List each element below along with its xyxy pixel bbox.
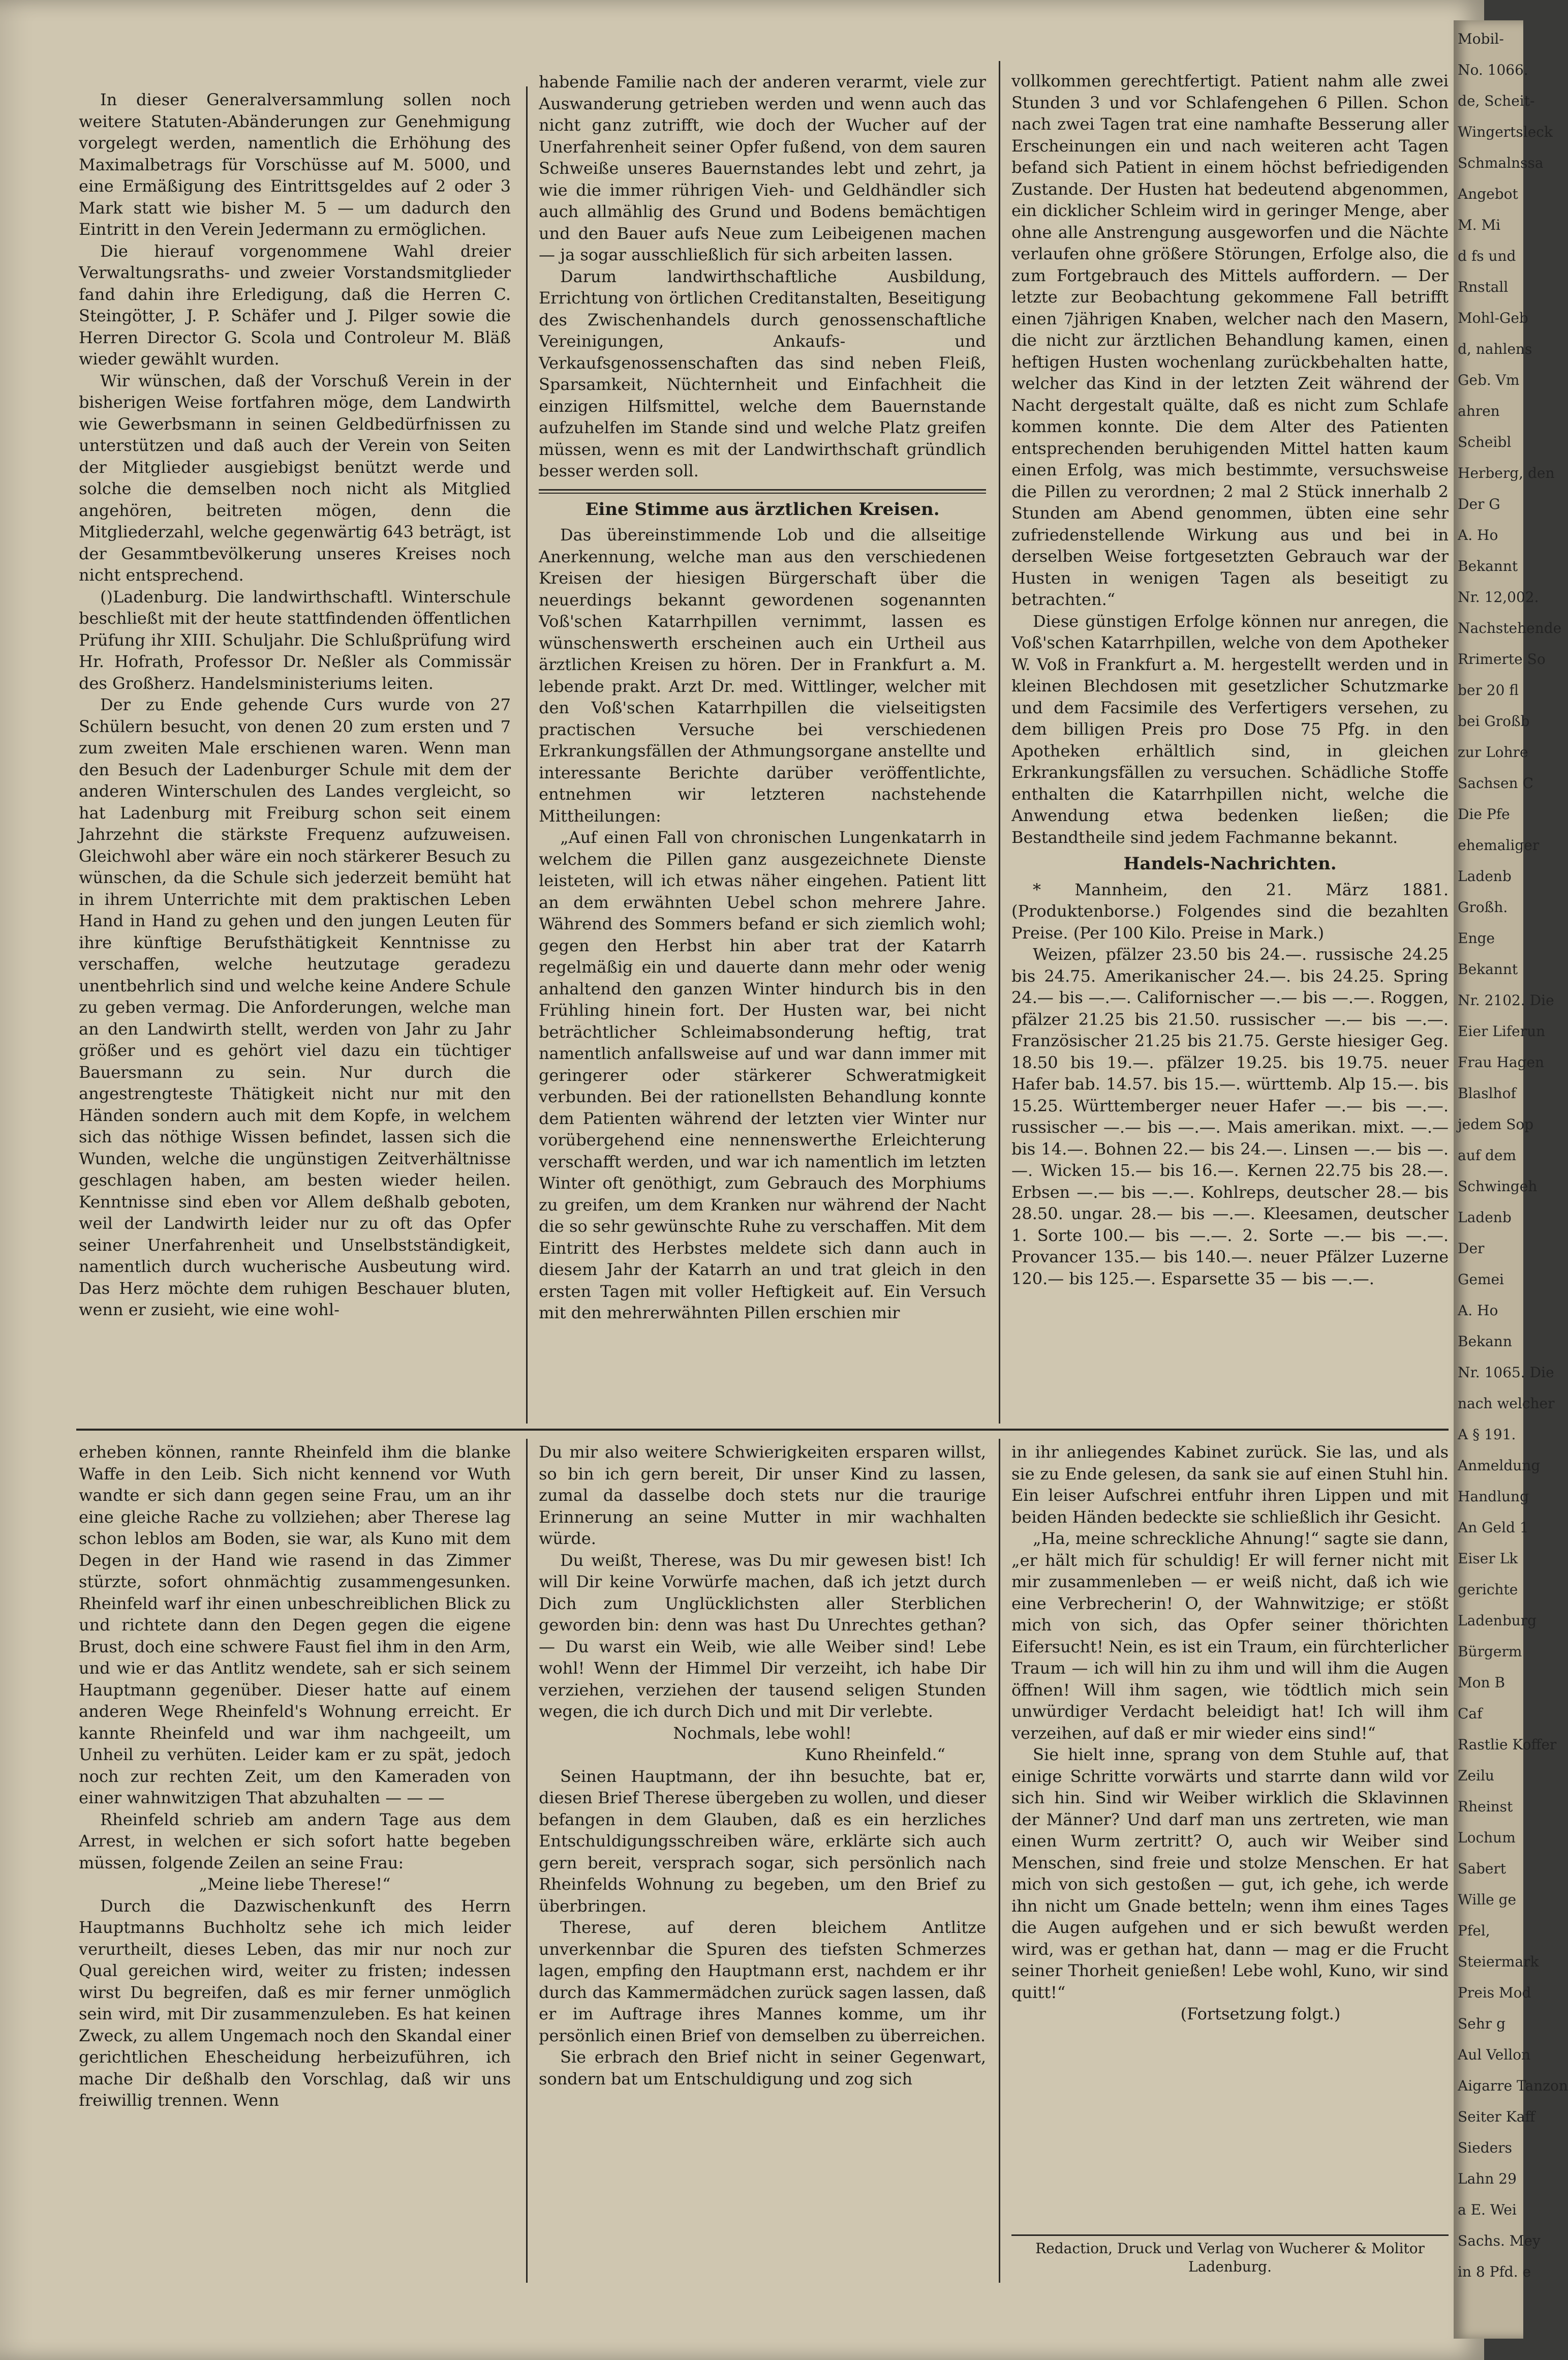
top-column-3 xyxy=(1011,70,1449,1289)
paragraph: Wir wünschen, daß der Vorschuß Verein in der bisherigen Weise fortfahren möge, dem Landwirth wie Gewerbsmann in seinen Geldbedürfnissen zu unterstützen und daß auch der Verein von Seiten der Mitglieder ausgiebigst benützt werde und solche die demselben noch nicht als Mitglied angehören, beitreten mögen, denn die Mitgliederzahl, welche gegenwärtig 643 beträgt, ist der Gesammtbevölkerung unseres Kreises noch nicht entsprechend. xyxy=(79,371,511,585)
paragraph: Das übereinstimmende Lob und die allseitige Anerkennung, welche man aus den verschiedenen Kreisen der hiesigen Bürgerschaft über die neuerdings bekannt gewordenen sogenannten Voß'schen Katarrhpillen vernimmt, lassen es wünschenswerth erscheinen auch ein Urtheil aus ärztlichen Kreisen zu hören. Der in Frankfurt a. M. lebende prakt. Arzt Dr. med. Wittlinger, welcher mit den Voß'schen Katarrhpillen die vielseitigsten practischen Versuche bei verschiedenen Erkrankungsfällen der Athmungsorgane anstellte und interessante Berichte darüber veröffentlichte, entnehmen wir letzteren nachstehende Mittheilungen: xyxy=(539,525,986,826)
adjacent-page-fragment: Mon B xyxy=(1458,1674,1505,1691)
paragraph: in ihr anliegendes Kabinet zurück. Sie las, und als sie zu Ende gelesen, da sank sie auf einen Stuhl hin. Ein leiser Aufschrei entfuhr ihren Lippen und mit beiden Händen bedeckte sie schließlich ihr Gesicht. xyxy=(1011,1442,1449,1527)
adjacent-page-fragment: Der G xyxy=(1458,496,1500,512)
adjacent-page-fragment: Ladenb xyxy=(1458,868,1512,885)
paragraph: Darum landwirthschaftliche Ausbildung, Errichtung von örtlichen Creditanstalten, Beseitigung des Zwischenhandels durch genossenschaftliche Vereinigungen, Ankaufs- und Verkaufsgenossenschaften das sind neben Fleiß, Sparsamkeit, Nüchternheit und Einfachheit die einzigen Hilfsmittel, welche dem Bauernstande aufzuhelfen im Stande sind und welche Platz greifen müssen, wenn es mit der Landwirthschaft gründlich besser werden soll. xyxy=(539,266,986,480)
adjacent-page-fragment: Wille ge xyxy=(1458,1891,1517,1908)
adjacent-page-fragment: Enge xyxy=(1458,930,1495,947)
adjacent-page-fragment: a E. Wei xyxy=(1458,2201,1517,2218)
adjacent-page-fragment: Rnstall xyxy=(1458,279,1509,295)
adjacent-page-fragment: Caf xyxy=(1458,1705,1483,1722)
adjacent-page-fragment: Eiser Lk xyxy=(1458,1550,1518,1567)
adjacent-page-fragment: Sachsen C xyxy=(1458,775,1533,792)
column-rule xyxy=(526,86,528,1424)
top-column-2 xyxy=(539,71,986,1324)
adjacent-page-fragment: Geb. Vm xyxy=(1458,372,1520,388)
adjacent-page-fragment: Frau Hagen xyxy=(1458,1054,1545,1071)
imprint-place: Ladenburg. xyxy=(1188,2258,1272,2275)
adjacent-page-fragment: bei Großb xyxy=(1458,713,1530,730)
bottom-column-3 xyxy=(1011,1441,1449,2025)
adjacent-page-fragment: d fs und xyxy=(1458,248,1516,264)
adjacent-page-fragment: A § 191. xyxy=(1458,1426,1516,1443)
adjacent-page-fragment: Sachs. Mey xyxy=(1458,2232,1541,2249)
column-rule xyxy=(999,1439,1000,2283)
paragraph: Durch die Dazwischenkunft des Herrn Hauptmanns Buchholtz sehe ich mich leider verurtheilt, dieses Leben, das mir nur noch zur Qual gereichen wird, weiter zu fristen; indessen wirst Du begreifen, daß es mir ferner unmöglich sein wird, mit Dir zusammenzuleben. Es hat keinen Zweck, zu allem Ungemach noch den Skandal einer gerichtlichen Ehescheidung herbeizuführen, ich mache Dir deßhalb den Vorschlag, daß wir uns freiwillig trennen. Wenn xyxy=(79,1896,511,2110)
imprint-publisher: Redaction, Druck und Verlag von Wucherer & Molitor xyxy=(1035,2240,1425,2257)
adjacent-page-fragment: zur Lohre xyxy=(1458,744,1528,761)
paragraph: ()Ladenburg. Die landwirthschaftl. Winterschule beschließt mit der heute stattfindenden öffentlichen Prüfung ihr XIII. Schuljahr. Die Schlußprüfung wird Hr. Hofrath, Professor Dr. Neßler als Commissär des Großherz. Handelsministeriums leiten. xyxy=(79,587,511,693)
column-rule xyxy=(999,61,1000,1424)
adjacent-page-fragment: Ladenburg xyxy=(1458,1612,1537,1629)
adjacent-page-fragment: Mobil- xyxy=(1458,31,1504,47)
adjacent-page-fragment: Mohl-Geb xyxy=(1458,310,1528,326)
adjacent-page-fragment: A. Ho xyxy=(1458,527,1498,543)
adjacent-page-fragment: Seiter Kaff xyxy=(1458,2108,1535,2125)
adjacent-page-fragment: Steiermark xyxy=(1458,1953,1539,1970)
adjacent-page-fragment: Zeilu xyxy=(1458,1767,1494,1784)
article-heading: Eine Stimme aus ärztlichen Kreisen. xyxy=(585,499,940,520)
adjacent-page-fragment: Herberg, den xyxy=(1458,465,1555,481)
top-column-1 xyxy=(79,89,511,1321)
adjacent-page-fragment: Großh. xyxy=(1458,899,1508,916)
adjacent-page-fragment: A. Ho xyxy=(1458,1302,1498,1319)
continuation-note: (Fortsetzung folgt.) xyxy=(1180,2004,1341,2023)
adjacent-page-fragment: ahren xyxy=(1458,403,1500,419)
adjacent-page-fragment: Preis Mod xyxy=(1458,1984,1531,2001)
column-rule xyxy=(526,1439,528,2283)
adjacent-page-fragment: ehemaliger xyxy=(1458,837,1540,854)
adjacent-page-fragment: d, nahlens xyxy=(1458,341,1532,357)
paragraph: Sie hielt inne, sprang von dem Stuhle auf, that einige Schritte vorwärts und starrte dann wild vor sich hin. Sind wir Weiber wirklich die Sklavinnen der Männer? Und darf man uns zertreten, wie man einen Wurm zertritt? O, auch wir Weiber sind Menschen, sind freie und stolze Menschen. Er hat mich von sich gestoßen — gut, ich gehe, ich werde ihn nicht um Gnade betteln; wenn ihm eines Tages die Augen aufgehen und er sich bewußt werden wird, was er gethan hat, dann — mag er die Frucht seiner Thorheit genießen! Lebe wohl, Kuno, wir sind quitt!“ xyxy=(1011,1745,1449,2002)
paragraph: * Mannheim, den 21. März 1881. (Produktenborse.) Folgendes sind die bezahlten Preise. (Per 100 Kilo. Preise in Mark.) xyxy=(1011,880,1449,943)
adjacent-page-fragment: Angebot xyxy=(1458,186,1518,202)
letter-salutation: „Meine liebe Therese!“ xyxy=(199,1874,391,1894)
paragraph: Diese günstigen Erfolge können nur anregen, die Voß'schen Katarrhpillen, welche von dem Apotheker W. Voß in Frankfurt a. M. hergestellt werden und in kleinen Blechdosen mit gesetzlicher Schutzmarke und dem Facsimile des Verfertigers versehen, zu dem billigen Preis pro Dose 75 Pfg. in den Apotheken erhältlich sind, in gleichen Erkrankungsfällen zu versuchen. Schädliche Stoffe enthalten die Katarrhpillen nicht, welche die Anwendung etwa bedenken ließen; die Bestandtheile sind jedem Fachmanne bekannt. xyxy=(1011,611,1449,847)
paragraph: habende Familie nach der anderen verarmt, viele zur Auswanderung getrieben werden und wenn auch das nicht ganz zutrifft, wie doch der Wucher auf der Unerfahrenheit seiner Opfer fußend, von dem sauren Schweiße unseres Bauernstandes lebt und zehrt, ja wie die immer rührigen Vieh- und Geldhändler sich auch allmählig des Grund und Bodens bemächtigen und den Bauer aufs Neue zum Leibeigenen machen — ja sogar ausschließlich für sich arbeiten lassen. xyxy=(539,72,986,264)
paragraph: Therese, auf deren bleichem Antlitze unverkennbar die Spuren des tiefsten Schmerzes lagen, empfing den Hauptmann erst, nachdem er ihr durch das Kammermädchen zurück sagen lassen, daß er im Auftrage ihres Mannes komme, um ihr persönlich einen Brief von demselben zu überreichen. xyxy=(539,1918,986,2045)
adjacent-page-fragment: Pfel, xyxy=(1458,1922,1490,1939)
paragraph: Weizen, pfälzer 23.50 bis 24.—. russische 24.25 bis 24.75. Amerikanischer 24.—. bis 24.25. Spring 24.— bis —.—. Californischer —.— bis —.—. Roggen, pfälzer 21.25 bis 21.50. russischer —.— bis —.—. Französischer 21.25 bis 21.75. Gerste hiesiger Geg. 18.50 bis 19.—. pfälzer 19.25. bis 19.75. neuer Hafer bab. 14.57. bis 15.—. württemb. Alp 15.—. bis 15.25. Württemberger neuer Hafer —.— bis —.—. russischer —.— bis —.—. Mais amerikan. mixt. —.— bis 14.—. Bohnen 22.— bis 24.—. Linsen —.— bis —.—. Wicken 15.— bis 16.—. Kernen 22.75 bis 28.—. Erbsen —.— bis —.—. Kohlreps, deutscher 28.— bis 28.50. ungar. 28.— bis —.—. Kleesamen, deutscher 1. Sorte 100.— bis —.—. 2. Sorte —.— bis —.—. Provancer 135.— bis 140.—. neuer Pfälzer Luzerne 120.— bis 125.—. Esparsette 35 — bis —.—. xyxy=(1011,945,1449,1288)
paragraph: erheben können, rannte Rheinfeld ihm die blanke Waffe in den Leib. Sich nicht kennend vor Wuth wandte er sich dann gegen seine Frau, um an ihr eine gleiche Rache zu vollziehen; aber Therese lag schon leblos am Boden, sie war, als Kuno mit dem Degen in der Hand wie rasend in das Zimmer stürzte, sofort ohnmächtig zusammengesunken. Rheinfeld warf ihr einen unbeschreiblichen Blick zu und richtete dann den Degen gegen die eigene Brust, doch eine schwere Faust fiel ihm in den Arm, und wie er das Antlitz wendete, sah er sich seinem Hauptmann gegenüber. Dieser hatte auf einem anderen Wege Rheinfeld's Wohnung erreicht. Er kannte Rheinfeld und war ihm nachgeeilt, um Unheil zu verhüten. Leider kam er zu spät, jedoch noch zur rechten Zeit, um den Kameraden von einer wahnwitzigen That abzuhalten — — — xyxy=(79,1442,511,1807)
adjacent-page-fragment: Aigarre Tanzon xyxy=(1458,2077,1568,2094)
paragraph: Du weißt, Therese, was Du mir gewesen bist! Ich will Dir keine Vorwürfe machen, daß ich jetzt durch Dich zum Unglücklichsten aller Sterblichen geworden bin: denn was hast Du Unrechtes gethan? — Du warst ein Weib, wie alle Weiber sind! Lebe wohl! Wenn der Himmel Dir verzeiht, ich habe Dir verziehen, verziehen der tausend seligen Stunden wegen, die ich durch Dich und mit Dir verlebte. xyxy=(539,1550,986,1721)
adjacent-page-fragment: Wingertsleck xyxy=(1458,124,1553,140)
paragraph: In dieser Generalversammlung sollen noch weitere Statuten-Abänderungen zur Genehmigung vorgelegt werden, namentlich die Erhöhung des Maximalbetrags für Vorschüsse auf M. 5000, und eine Ermäßigung des Eintrittsgeldes auf 2 oder 3 Mark statt wie bisher M. 5 — um dadurch den Eintritt in den Verein Jedermann zu ermöglichen. xyxy=(79,90,511,239)
adjacent-page-fragment: Bürgerm xyxy=(1458,1643,1522,1660)
adjacent-page-fragment: No. 1066. xyxy=(1458,62,1528,78)
adjacent-page-fragment: Bekann xyxy=(1458,1333,1512,1350)
adjacent-page-fragment: An Geld 1 xyxy=(1458,1519,1529,1536)
adjacent-page-fragment: Aul Vellon xyxy=(1458,2046,1531,2063)
adjacent-page-fragment: Rastlie Koffer xyxy=(1458,1736,1557,1753)
letter-closing: Nochmals, lebe wohl! xyxy=(673,1723,852,1743)
adjacent-page-fragment: Handlung xyxy=(1458,1488,1529,1505)
adjacent-page-fragment: de, Scheit- xyxy=(1458,93,1535,109)
adjacent-page-fragment: Blaslhof xyxy=(1458,1085,1516,1102)
adjacent-page-fragment: Nr. 12,002. xyxy=(1458,589,1539,606)
paragraph: Sie erbrach den Brief nicht in seiner Gegenwart, sondern bat um Entschuldigung und zog sich xyxy=(539,2047,986,2089)
adjacent-page-fragment: Nachstehende xyxy=(1458,620,1562,637)
adjacent-page-fragment: gerichte xyxy=(1458,1581,1518,1598)
adjacent-page-fragment: Schwingeh xyxy=(1458,1178,1538,1195)
section-heading: Handels-Nachrichten. xyxy=(1123,854,1337,874)
adjacent-page-fragment: Bekannt xyxy=(1458,961,1518,978)
adjacent-page-fragment: jedem Sop xyxy=(1458,1116,1534,1133)
adjacent-page-fragment: Der xyxy=(1458,1240,1485,1257)
adjacent-page-fragment: Gemei xyxy=(1458,1271,1504,1288)
paragraph: Die hierauf vorgenommene Wahl dreier Verwaltungsraths- und zweier Vorstandsmitglieder fand dahin ihre Erledigung, daß die Herren C. Steingötter, J. P. Schäfer und J. Pilger sowie die Herren Director G. Scola und Controleur M. Bläß wieder gewählt wurden. xyxy=(79,241,511,369)
paragraph: Du mir also weitere Schwierigkeiten ersparen willst, so bin ich gern bereit, Dir unser Kind zu lassen, zumal da dasselbe doch stets nur die traurige Erinnerung an seine Mutter in mir wachhalten würde. xyxy=(539,1442,986,1548)
adjacent-page-fragment: Ladenb xyxy=(1458,1209,1512,1226)
section-rule xyxy=(539,489,986,491)
adjacent-page-fragment: Die Pfe xyxy=(1458,806,1510,823)
paragraph: Rheinfeld schrieb am andern Tage aus dem Arrest, in welchen er sich sofort hatte begeben müssen, folgende Zeilen an seine Frau: xyxy=(79,1809,511,1872)
adjacent-page-fragment: Rheinst xyxy=(1458,1798,1513,1815)
adjacent-page-fragment: Scheibl xyxy=(1458,434,1512,450)
imprint-rule xyxy=(1011,2234,1449,2236)
bottom-column-2 xyxy=(539,1441,986,2090)
adjacent-page-fragment: ber 20 fl xyxy=(1458,682,1519,699)
paragraph: „Ha, meine schreckliche Ahnung!“ sagte sie dann, „er hält mich für schuldig! Er will ferner nicht mit mir zusammenleben — er weiß nicht, daß ich wie eine Verbrecherin! O, der Wahnwitzige; er stößt mich von sich, das Opfer seiner thörichten Eifersucht! Nein, es ist ein Traum, ein fürchterlicher Traum — ich will hin zu ihm und will ihm die Augen öffnen! Will ihm sagen, wie tödtlich mich sein unwürdiger Verdacht beleidigt hat! Ich will ihm verzeihen, auf daß er mir wieder eins sind!“ xyxy=(1011,1529,1449,1743)
adjacent-page-fragment: Bekannt xyxy=(1458,558,1518,574)
adjacent-page-fragment: Rrimerte So xyxy=(1458,651,1546,668)
adjacent-page-fragment: Sehr g xyxy=(1458,2015,1505,2032)
adjacent-page-fragment: auf dem xyxy=(1458,1147,1517,1164)
section-rule xyxy=(539,493,986,494)
letter-signature: Kuno Rheinfeld.“ xyxy=(805,1745,945,1764)
adjacent-page-fragment: Anmeldung xyxy=(1458,1457,1541,1474)
paragraph: Seinen Hauptmann, der ihn besuchte, bat er, diesen Brief Therese übergeben zu wollen, und dieser befangen in dem Glauben, daß es ein herzliches Entschuldigungsschreiben wäre, erklärte sich auch gern bereit, versprach sogar, sich persönlich nach Rheinfelds Wohnung zu begeben, um den Brief zu überbringen. xyxy=(539,1766,986,1916)
adjacent-page-fragment: Sabert xyxy=(1458,1860,1506,1877)
adjacent-page-fragment: Nr. 2102. Die xyxy=(1458,992,1554,1009)
paragraph: vollkommen gerechtfertigt. Patient nahm alle zwei Stunden 3 und vor Schlafengehen 6 Pillen. Schon nach zwei Tagen trat eine namhafte Besserung aller Erscheinungen ein und nach weiteren acht Tagen befand sich Patient in einem höchst befriedigenden Zustande. Der Husten hat bedeutend abgenommen, ein dicklicher Schleim wird in geringer Menge, aber ohne alle Anstrengung ausgeworfen und die Nächte verlaufen ohne größere Störungen, Erfolge also, die zum Fortgebrauch des Mittels auffordern. — Der letzte zur Beobachtung gekommene Fall betrifft einen 7jährigen Knaben, welcher nach den Masern, die nicht zur ärztlichen Behandlung kamen, einen heftigen Husten wochenlang zurückbehalten hatte, welcher das Kind in der letzten Zeit während der Nacht dergestalt quälte, daß es nicht zum Schlafe kommen konnte. Die dem Alter des Patienten entsprechenden beruhigenden Mittel hatten kaum einen Erfolg, was mich bestimmte, versuchsweise die Pillen zu verordnen; 2 mal 2 Stück innerhalb 2 Stunden am Abend genommen, übten eine sehr zufriedenstellende Wirkung aus und bei in derselben Weise fortgesetzten Gebrauch war der Husten in wenigen Tagen als beseitigt zu betrachten.“ xyxy=(1011,71,1449,609)
bottom-column-1 xyxy=(79,1441,511,2111)
section-divider xyxy=(76,1429,1449,1431)
adjacent-page-strip xyxy=(1454,20,1568,2339)
adjacent-page-fragment: Sieders xyxy=(1458,2139,1512,2156)
adjacent-page-fragment: Schmalnssa xyxy=(1458,155,1544,171)
adjacent-page-fragment: nach welcher xyxy=(1458,1395,1555,1412)
adjacent-page-fragment: Lochum xyxy=(1458,1829,1516,1846)
adjacent-page-fragment: Nr. 1065. Die xyxy=(1458,1364,1554,1381)
adjacent-page-fragment: in 8 Pfd. e xyxy=(1458,2263,1531,2280)
adjacent-page-fragment: Lahn 29 xyxy=(1458,2170,1517,2187)
adjacent-page-fragment: Eier Liferun xyxy=(1458,1023,1546,1040)
imprint xyxy=(1011,2240,1449,2276)
paragraph: „Auf einen Fall von chronischen Lungenkatarrh in welchem die Pillen ganz ausgezeichnete Dienste leisteten, will ich etwas näher eingehen. Patient litt an dem erwähnten Uebel schon mehrere Jahre. Während des Sommers befand er sich ziemlich wohl; gegen den Herbst hin aber trat der Katarrh regelmäßig ein und dauerte dann mehr oder wenig anhaltend den ganzen Winter hindurch bis in den Frühling hinein fort. Der Husten war, bei nicht beträchtlicher Schleimabsonderung heftig, trat namentlich anfallsweise auf und war dann immer mit geringerer oder stärkerer Schweratmigkeit verbunden. Bei der rationellsten Behandlung konnte dem Patienten während der letzten vier Winter nur vorübergehend eine nennenswerthe Erleichterung verschafft werden, und war ich namentlich im letzten Winter oft genöthigt, zum Gebrauch des Morphiums zu greifen, um dem Kranken nur während der Nacht die so sehr gewünschte Ruhe zu verschaffen. Mit dem Eintritt des Herbstes meldete sich dann auch in diesem Jahr der Katarrh an und trat gleich in den ersten Tagen mit voller Heftigkeit auf. Ein Versuch mit den mehrerwähnten Pillen erschien mir xyxy=(539,828,986,1322)
adjacent-page-fragment: M. Mi xyxy=(1458,217,1501,233)
paragraph: Der zu Ende gehende Curs wurde von 27 Schülern besucht, von denen 20 zum ersten und 7 zum zweiten Male erschienen waren. Wenn man den Besuch der Ladenburger Schule mit dem der anderen Winterschulen des Landes vergleicht, so hat Ladenburg mit Freiburg schon seit einem Jahrzehnt die stärkste Frequenz aufzuweisen. Gleichwohl aber wäre ein noch stärkerer Besuch zu wünschen, da die Schule sich jederzeit bemüht hat in ihrem Unterrichte mit dem praktischen Leben Hand in Hand zu gehen und den jungen Leuten für ihre künftige Berufsthätigkeit Kenntnisse zu verschaffen, welche heutzutage geradezu unentbehrlich sind und welche keine Andere Schule zu geben vermag. Die Anforderungen, welche man an den Landwirth stellt, werden von Jahr zu Jahr größer und es gehört viel dazu ein tüchtiger Bauersmann zu sein. Nur durch die angestrengteste Thätigkeit nicht nur mit den Händen sondern auch mit dem Kopfe, in welchem sich das nöthige Wissen befindet, lassen sich die Wunden, welche die ungünstigen Zeitverhältnisse geschlagen haben, am besten wieder heilen. Kenntnisse sind eben vor Allem deßhalb geboten, weil der Landwirth leider nur zu oft das Opfer seiner Unerfahrenheit und Unselbstständigkeit, namentlich durch wucherische Ausbeutung wird. Das Herz möchte dem ruhigen Beschauer bluten, wenn er zusieht, wie eine wohl- xyxy=(79,695,511,1319)
